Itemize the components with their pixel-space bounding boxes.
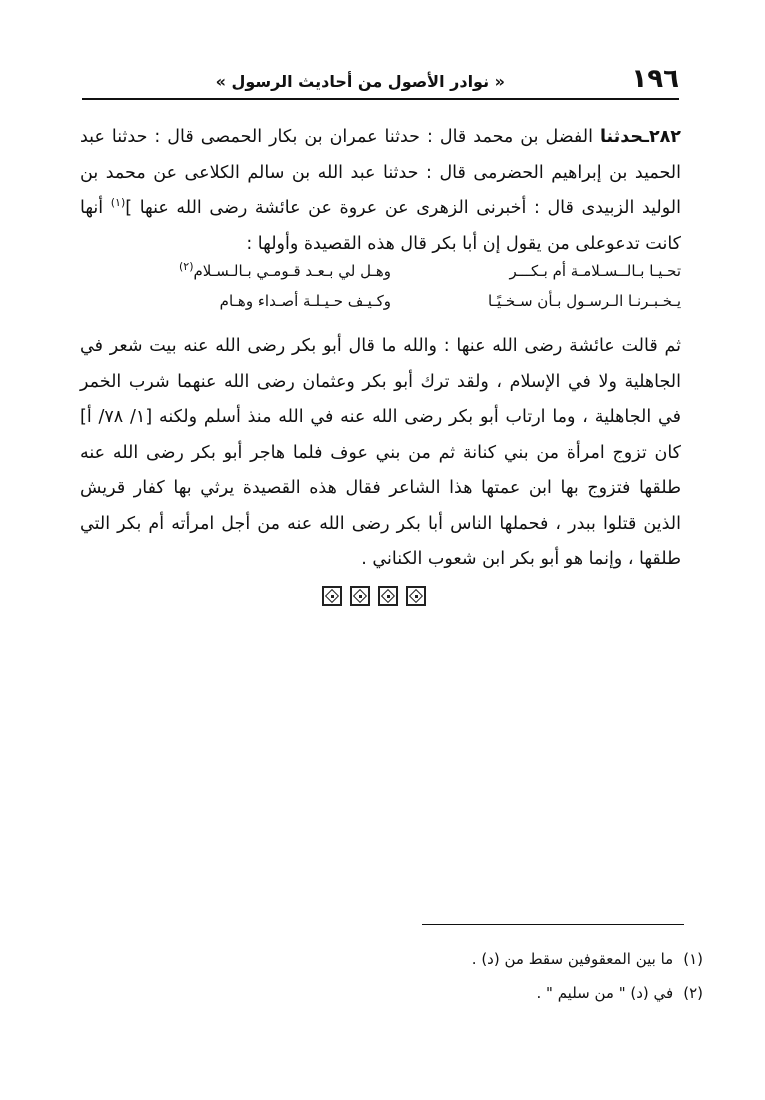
section-ornament bbox=[322, 586, 442, 610]
ornament-icon bbox=[350, 586, 370, 606]
footnote-number: (٢) bbox=[683, 984, 703, 1002]
footnote-1 bbox=[80, 942, 703, 976]
paragraph-1 bbox=[80, 120, 681, 262]
ornament-icon bbox=[378, 586, 398, 606]
verse-2 bbox=[80, 292, 681, 322]
verse-1 bbox=[80, 262, 681, 292]
header-rule bbox=[82, 98, 679, 100]
footnote-ref-2: (٢) bbox=[178, 260, 194, 273]
hadith-lead: حدثنا bbox=[599, 127, 643, 147]
verse-1-second-text: وهـل لي بـعـد قـومـي بـالـسـلام bbox=[193, 262, 391, 280]
running-title: « نوادر الأصول من أحاديث الرسول » bbox=[215, 72, 505, 91]
verse-2-first-hemistich: يـخـبـرنـا الـرسـول بـأن سـخـيًـا bbox=[488, 292, 681, 310]
hadith-text-continued bbox=[80, 329, 681, 578]
verse-1-second-hemistich bbox=[179, 262, 391, 280]
hadith-text bbox=[80, 120, 681, 262]
footnotes bbox=[80, 942, 703, 1010]
ornament-icon bbox=[322, 586, 342, 606]
footnote-2 bbox=[80, 976, 703, 1010]
page-header bbox=[82, 66, 679, 100]
hadith-number: ٢٨٢ـ bbox=[642, 127, 681, 147]
poem-verses bbox=[80, 262, 681, 322]
paragraph-2: ثم قالت عائشة رضى الله عنها : والله ما قال أبو بكر رضى الله عنه بيت شعر في الجاهلية ولا في الإسلام ، ولقد ترك أبو بكر وعثمان رضى الله عنهما شرب الخمر في الجاهلية ، وما ارتاب أبو بكر رضى الله عنه في الله منذ أسلم ولكنه [١/ ٧٨/ أ] كان تزوج امرأة من بني كنانة ثم من بني عوف فلما هاجر أبو بكر رضى الله عنه طلقها فتزوج بها ابن عمتها هذا الشاعر فقال هذه القصيدة يرثي بها كفار قريش الذين قتلوا ببدر ، فحملها الناس أبا بكر رضى الله عنه من أجل امرأته أم بكر التي طلقها ، وإنما هو أبو بكر ابن شعوب الكناني . bbox=[80, 336, 681, 569]
footnote-text: ما بين المعقوفين سقط من (د) . bbox=[471, 950, 674, 968]
page-number: ١٩٦ bbox=[631, 64, 679, 94]
verse-1-first-hemistich: تحـيـا بـالــسـلامـة أم بـكـــر bbox=[509, 262, 681, 280]
ornament-icon bbox=[406, 586, 426, 606]
footnote-text: في (د) " من سليم " . bbox=[536, 984, 674, 1002]
isnad-text-end: أنها كانت تدعوعلى من يقول إن أبا بكر قال هذه القصيدة وأولها : bbox=[80, 198, 681, 254]
footnote-number: (١) bbox=[683, 950, 703, 968]
footnote-ref-1: (١) bbox=[110, 196, 126, 210]
isnad-text: الفضل بن محمد قال : حدثنا عمران بن بكار الحمصى قال : حدثنا عبد الحميد بن إبراهيم الحضرمى قال : حدثنا عبد الله بن سالم الكلاعى عن محمد بن الوليد الزبيدى قال : أخبرنى الزهرى عن عروة عن عائشة رضى الله عنها ] bbox=[80, 127, 681, 218]
verse-2-second-hemistich: وكـيـف حـيـلـة أصـداء وهـام bbox=[219, 292, 391, 310]
footnote-rule bbox=[422, 924, 684, 925]
